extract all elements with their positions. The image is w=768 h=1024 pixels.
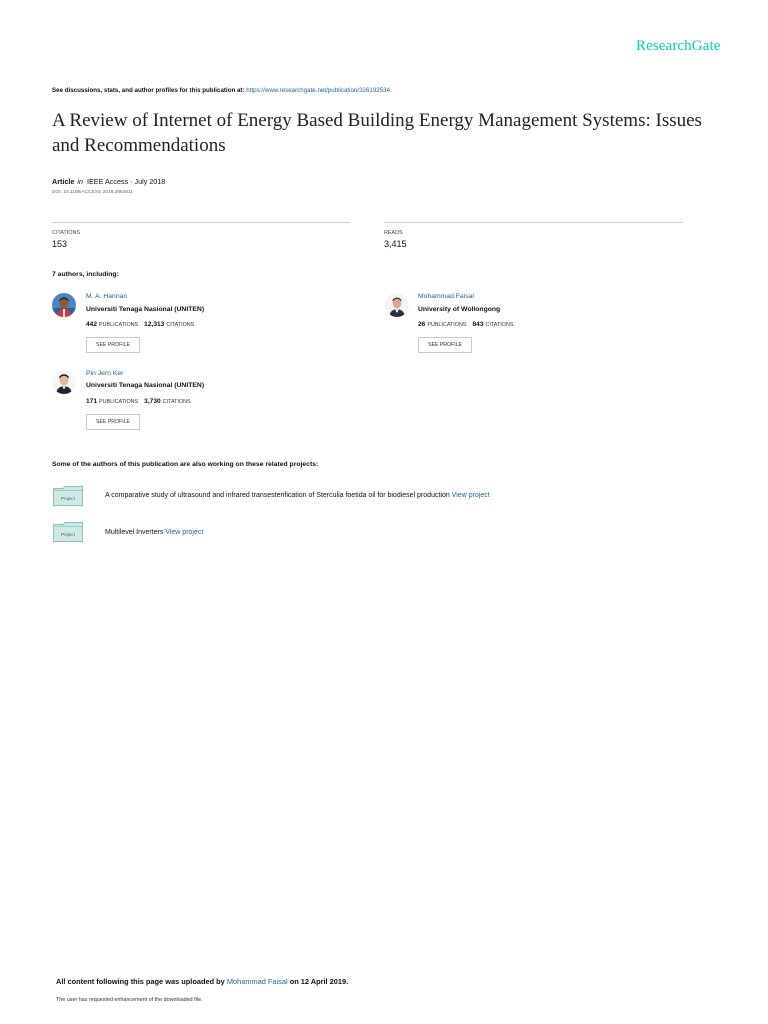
project-title: A comparative study of ultrasound and infrared transesterification of Sterculia foetida oil for biodiesel production xyxy=(105,492,450,499)
author-institution: Universiti Tenaga Nasional (UNITEN) xyxy=(86,306,205,313)
upload-note-suffix: on 12 April 2019. xyxy=(289,977,349,986)
page-title: A Review of Internet of Energy Based Building Energy Management Systems: Issues and Recommendations xyxy=(52,110,702,156)
author-name-link[interactable]: M. A. Hannan xyxy=(86,293,128,300)
divider xyxy=(52,222,350,223)
author-avatar-hannan[interactable] xyxy=(52,293,76,317)
view-project-link[interactable]: View project xyxy=(165,529,204,536)
avatar-photo-icon xyxy=(52,370,76,394)
citations-label: CITATIONS xyxy=(485,322,514,328)
publications-label: PUBLICATIONS xyxy=(99,322,139,328)
upload-note xyxy=(56,977,348,986)
citations-label: CITATIONS xyxy=(166,322,195,328)
citations-label: CITATIONS xyxy=(52,230,80,236)
doi-text: DOI: 10.1109/ACCESS.2018.2852811 xyxy=(52,190,133,195)
author-institution: Universiti Tenaga Nasional (UNITEN) xyxy=(86,382,205,389)
see-profile-button[interactable]: SEE PROFILE xyxy=(86,414,140,430)
upload-note-prefix: All content following this page was uploaded by xyxy=(56,977,225,986)
citations-count: 12,313 xyxy=(144,321,165,328)
author-institution: University of Wollongong xyxy=(418,306,501,313)
avatar-photo-icon xyxy=(385,293,409,317)
publication-url-link[interactable]: https://www.researchgate.net/publication/326192534 xyxy=(246,87,391,94)
citations-count: 3,730 xyxy=(144,398,161,405)
author-name-link[interactable]: Mohammad Faisal xyxy=(418,293,474,300)
citations-count: 843 xyxy=(472,321,484,328)
avatar-photo-icon xyxy=(52,293,76,317)
view-project-link[interactable]: View project xyxy=(451,492,490,499)
top-note xyxy=(52,87,390,94)
author-stats xyxy=(86,398,191,405)
publications-count: 26 xyxy=(418,321,426,328)
uploader-link[interactable]: Mohammad Faisal xyxy=(226,977,288,986)
article-type: Article xyxy=(52,177,75,186)
journal-name[interactable]: IEEE Access · July 2018 xyxy=(86,177,166,186)
author-avatar-faisal[interactable] xyxy=(385,293,409,317)
authors-heading: 7 authors, including: xyxy=(52,271,119,278)
project-item xyxy=(105,529,203,536)
see-profile-button[interactable]: SEE PROFILE xyxy=(418,337,472,353)
author-stats xyxy=(418,321,513,328)
publications-count: 171 xyxy=(86,398,98,405)
citations-count: 153 xyxy=(52,239,68,249)
project-title: Multilevel Inverters xyxy=(105,529,164,536)
reads-count: 3,415 xyxy=(384,239,407,249)
projects-heading: Some of the authors of this publication are also working on these related projects: xyxy=(52,461,319,468)
top-note-text: See discussions, stats, and author profiles for this publication at: xyxy=(52,87,245,94)
author-stats xyxy=(86,321,194,328)
project-item xyxy=(105,492,490,499)
citations-label: CITATIONS xyxy=(162,399,191,405)
author-avatar-ker[interactable] xyxy=(52,370,76,394)
see-profile-button[interactable]: SEE PROFILE xyxy=(86,337,140,353)
publications-label: PUBLICATIONS xyxy=(99,399,139,405)
reads-label: READS xyxy=(384,230,403,236)
project-folder-icon xyxy=(53,486,83,506)
publications-count: 442 xyxy=(86,321,98,328)
project-folder-icon xyxy=(53,522,83,542)
article-in: in xyxy=(77,177,83,186)
author-name-link[interactable]: Pin Jern Ker xyxy=(86,370,124,377)
article-meta xyxy=(52,177,165,186)
researchgate-logo[interactable]: ResearchGate xyxy=(636,38,721,54)
divider xyxy=(384,222,683,223)
enhancement-note: The user has requested enhancement of the downloaded file. xyxy=(56,997,203,1003)
project-icon-label: Project xyxy=(61,496,75,501)
publications-label: PUBLICATIONS xyxy=(427,322,467,328)
project-icon-label: Project xyxy=(61,532,75,537)
